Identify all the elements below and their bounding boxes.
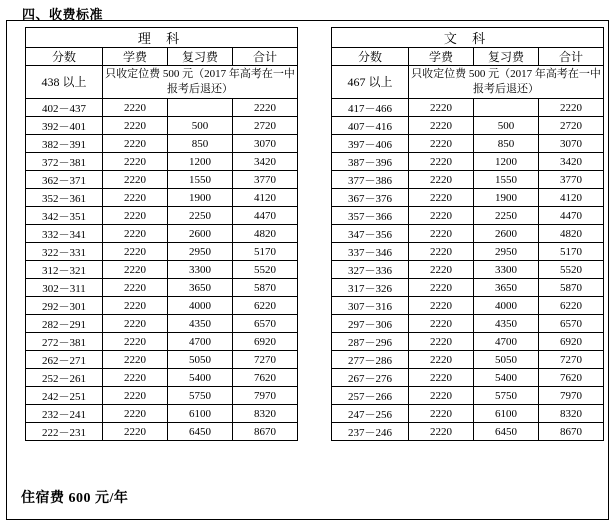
cell-review: 1900	[474, 189, 539, 207]
cell-tuition: 2220	[409, 189, 474, 207]
table-row	[332, 117, 604, 135]
deposit-note: 只收定位费 500 元（2017 年高考在一中报考后退还）	[409, 66, 604, 99]
cell-tuition: 2220	[103, 423, 168, 441]
cell-score: 262－271	[26, 351, 103, 369]
cell-total: 4820	[233, 225, 298, 243]
cell-review: 3650	[168, 279, 233, 297]
cell-tuition: 2220	[409, 243, 474, 261]
cell-tuition: 2220	[409, 135, 474, 153]
page-title: 四、收费标准	[22, 7, 104, 22]
cell-review: 850	[168, 135, 233, 153]
cell-score: 277－286	[332, 351, 409, 369]
cell-total: 5520	[233, 261, 298, 279]
cell-tuition: 2220	[103, 153, 168, 171]
cell-review: 1900	[168, 189, 233, 207]
cell-tuition: 2220	[103, 171, 168, 189]
cell-total: 7270	[233, 351, 298, 369]
cell-score: 307－316	[332, 297, 409, 315]
cell-tuition: 2220	[409, 207, 474, 225]
cell-total: 3420	[233, 153, 298, 171]
cell-total: 5870	[233, 279, 298, 297]
column-header-tuition: 学费	[409, 48, 474, 66]
cell-total: 3770	[233, 171, 298, 189]
cell-tuition: 2220	[409, 99, 474, 117]
cell-total: 6220	[233, 297, 298, 315]
cell-score: 297－306	[332, 315, 409, 333]
cell-review: 6450	[474, 423, 539, 441]
cell-total: 6570	[233, 315, 298, 333]
cell-total: 7620	[233, 369, 298, 387]
cell-tuition: 2220	[103, 279, 168, 297]
cell-tuition: 2220	[409, 279, 474, 297]
cell-tuition: 2220	[103, 189, 168, 207]
cell-score: 237－246	[332, 423, 409, 441]
table-header-stream	[332, 28, 604, 48]
cell-total: 3070	[233, 135, 298, 153]
science-fee-table	[25, 27, 298, 441]
table-row	[26, 66, 298, 99]
cell-tuition: 2220	[409, 333, 474, 351]
cell-tuition: 2220	[103, 99, 168, 117]
table-row	[332, 207, 604, 225]
cell-score: 287－296	[332, 333, 409, 351]
cell-score: 377－386	[332, 171, 409, 189]
table-row	[332, 369, 604, 387]
cell-total: 2220	[539, 99, 604, 117]
cell-tuition: 2220	[103, 315, 168, 333]
table-row	[26, 261, 298, 279]
cell-score: 327－336	[332, 261, 409, 279]
table-row	[332, 261, 604, 279]
cell-tuition: 2220	[103, 117, 168, 135]
table-row	[26, 243, 298, 261]
cell-total: 5170	[233, 243, 298, 261]
stream-label-liberal-arts: 文 科	[332, 28, 604, 48]
cell-review: 2250	[168, 207, 233, 225]
deposit-note: 只收定位费 500 元（2017 年高考在一中报考后退还）	[103, 66, 298, 99]
stream-label-science: 理 科	[26, 28, 298, 48]
table-row	[26, 315, 298, 333]
cell-tuition: 2220	[409, 297, 474, 315]
cell-review: 2600	[168, 225, 233, 243]
cell-review: 500	[168, 117, 233, 135]
table-row	[332, 243, 604, 261]
table-header-stream	[26, 28, 298, 48]
cell-review: 1550	[168, 171, 233, 189]
table-row	[26, 423, 298, 441]
cell-score: 257－266	[332, 387, 409, 405]
cell-review: 5750	[474, 387, 539, 405]
cell-tuition: 2220	[103, 351, 168, 369]
table-row	[332, 387, 604, 405]
table-row	[332, 297, 604, 315]
cell-review: 4350	[168, 315, 233, 333]
table-row	[26, 135, 298, 153]
column-header-score: 分数	[26, 48, 103, 66]
cell-tuition: 2220	[103, 387, 168, 405]
table-row	[332, 99, 604, 117]
table-row	[332, 351, 604, 369]
cell-tuition: 2220	[103, 207, 168, 225]
table-row	[332, 66, 604, 99]
cell-score: 317－326	[332, 279, 409, 297]
cell-tuition: 2220	[103, 333, 168, 351]
cell-total: 7270	[539, 351, 604, 369]
cell-review: 2600	[474, 225, 539, 243]
cell-tuition: 2220	[103, 243, 168, 261]
cell-total: 4120	[539, 189, 604, 207]
table-row	[26, 351, 298, 369]
score-range-top: 438 以上	[26, 66, 103, 99]
cell-score: 392－401	[26, 117, 103, 135]
cell-tuition: 2220	[409, 261, 474, 279]
table-row	[26, 405, 298, 423]
cell-total: 7970	[539, 387, 604, 405]
cell-score: 362－371	[26, 171, 103, 189]
dorm-fee-note: 住宿费 600 元/年	[21, 491, 129, 506]
table-row	[26, 225, 298, 243]
table-row	[26, 369, 298, 387]
cell-score: 252－261	[26, 369, 103, 387]
column-header-score: 分数	[332, 48, 409, 66]
cell-review: 5050	[474, 351, 539, 369]
cell-total: 4470	[539, 207, 604, 225]
cell-review: 850	[474, 135, 539, 153]
cell-tuition: 2220	[103, 297, 168, 315]
cell-total: 4470	[233, 207, 298, 225]
cell-total: 7970	[233, 387, 298, 405]
table-row	[26, 171, 298, 189]
table-row	[332, 135, 604, 153]
cell-review	[474, 99, 539, 117]
cell-total: 4120	[233, 189, 298, 207]
cell-score: 272－381	[26, 333, 103, 351]
cell-review	[168, 99, 233, 117]
cell-score: 397－406	[332, 135, 409, 153]
table-row	[26, 99, 298, 117]
cell-tuition: 2220	[409, 369, 474, 387]
cell-total: 6220	[539, 297, 604, 315]
cell-tuition: 2220	[103, 261, 168, 279]
cell-review: 4700	[168, 333, 233, 351]
cell-score: 387－396	[332, 153, 409, 171]
cell-total: 4820	[539, 225, 604, 243]
cell-total: 8320	[233, 405, 298, 423]
column-header-total: 合计	[233, 48, 298, 66]
cell-score: 382－391	[26, 135, 103, 153]
table-row	[26, 333, 298, 351]
cell-review: 4700	[474, 333, 539, 351]
table-row	[332, 423, 604, 441]
cell-score: 267－276	[332, 369, 409, 387]
cell-total: 3420	[539, 153, 604, 171]
cell-score: 247－256	[332, 405, 409, 423]
cell-tuition: 2220	[409, 171, 474, 189]
cell-score: 222－231	[26, 423, 103, 441]
cell-tuition: 2220	[409, 153, 474, 171]
cell-tuition: 2220	[103, 225, 168, 243]
table-row	[26, 387, 298, 405]
cell-score: 407－416	[332, 117, 409, 135]
cell-score: 242－251	[26, 387, 103, 405]
cell-review: 2250	[474, 207, 539, 225]
cell-review: 3300	[168, 261, 233, 279]
cell-review: 2950	[474, 243, 539, 261]
table-row	[332, 225, 604, 243]
cell-score: 337－346	[332, 243, 409, 261]
cell-total: 6570	[539, 315, 604, 333]
cell-total: 7620	[539, 369, 604, 387]
cell-tuition: 2220	[409, 225, 474, 243]
table-row	[332, 279, 604, 297]
cell-review: 500	[474, 117, 539, 135]
table-row	[26, 153, 298, 171]
cell-total: 6920	[233, 333, 298, 351]
table-header-columns	[332, 48, 604, 66]
cell-review: 3650	[474, 279, 539, 297]
cell-review: 4000	[168, 297, 233, 315]
cell-score: 357－366	[332, 207, 409, 225]
cell-score: 282－291	[26, 315, 103, 333]
table-row	[26, 189, 298, 207]
cell-total: 6920	[539, 333, 604, 351]
cell-review: 6450	[168, 423, 233, 441]
cell-score: 292－301	[26, 297, 103, 315]
cell-tuition: 2220	[103, 369, 168, 387]
table-row	[332, 315, 604, 333]
cell-tuition: 2220	[103, 405, 168, 423]
liberal-arts-fee-table	[331, 27, 604, 441]
cell-score: 372－381	[26, 153, 103, 171]
cell-tuition: 2220	[409, 387, 474, 405]
cell-tuition: 2220	[409, 315, 474, 333]
cell-review: 5750	[168, 387, 233, 405]
cell-tuition: 2220	[409, 351, 474, 369]
cell-tuition: 2220	[409, 423, 474, 441]
cell-score: 332－341	[26, 225, 103, 243]
cell-score: 232－241	[26, 405, 103, 423]
column-header-review-fee: 复习费	[474, 48, 539, 66]
cell-score: 347－356	[332, 225, 409, 243]
liberal-arts-table-container	[331, 27, 604, 441]
cell-total: 5870	[539, 279, 604, 297]
cell-review: 5400	[474, 369, 539, 387]
cell-total: 5520	[539, 261, 604, 279]
column-header-review-fee: 复习费	[168, 48, 233, 66]
table-row	[26, 117, 298, 135]
table-row	[332, 171, 604, 189]
cell-review: 4350	[474, 315, 539, 333]
cell-review: 1550	[474, 171, 539, 189]
cell-score: 312－321	[26, 261, 103, 279]
table-row	[332, 333, 604, 351]
cell-total: 8670	[539, 423, 604, 441]
cell-score: 342－351	[26, 207, 103, 225]
cell-total: 3070	[539, 135, 604, 153]
cell-tuition: 2220	[409, 405, 474, 423]
cell-tuition: 2220	[409, 117, 474, 135]
cell-total: 3770	[539, 171, 604, 189]
cell-tuition: 2220	[103, 135, 168, 153]
cell-review: 6100	[474, 405, 539, 423]
table-row	[332, 189, 604, 207]
table-row	[26, 207, 298, 225]
table-row	[26, 297, 298, 315]
cell-score: 402－437	[26, 99, 103, 117]
cell-total: 2220	[233, 99, 298, 117]
cell-review: 5050	[168, 351, 233, 369]
cell-total: 8320	[539, 405, 604, 423]
cell-review: 4000	[474, 297, 539, 315]
cell-total: 8670	[233, 423, 298, 441]
table-header-columns	[26, 48, 298, 66]
table-row	[26, 279, 298, 297]
cell-score: 322－331	[26, 243, 103, 261]
science-table-container	[25, 27, 298, 441]
cell-score: 417－466	[332, 99, 409, 117]
column-header-total: 合计	[539, 48, 604, 66]
table-row	[332, 405, 604, 423]
fee-standard-frame	[6, 20, 609, 520]
cell-review: 2950	[168, 243, 233, 261]
cell-total: 2720	[539, 117, 604, 135]
cell-review: 1200	[474, 153, 539, 171]
score-range-top: 467 以上	[332, 66, 409, 99]
cell-review: 6100	[168, 405, 233, 423]
cell-total: 2720	[233, 117, 298, 135]
cell-review: 5400	[168, 369, 233, 387]
cell-score: 302－311	[26, 279, 103, 297]
cell-score: 352－361	[26, 189, 103, 207]
cell-review: 1200	[168, 153, 233, 171]
table-row	[332, 153, 604, 171]
column-header-tuition: 学费	[103, 48, 168, 66]
cell-score: 367－376	[332, 189, 409, 207]
cell-review: 3300	[474, 261, 539, 279]
cell-total: 5170	[539, 243, 604, 261]
